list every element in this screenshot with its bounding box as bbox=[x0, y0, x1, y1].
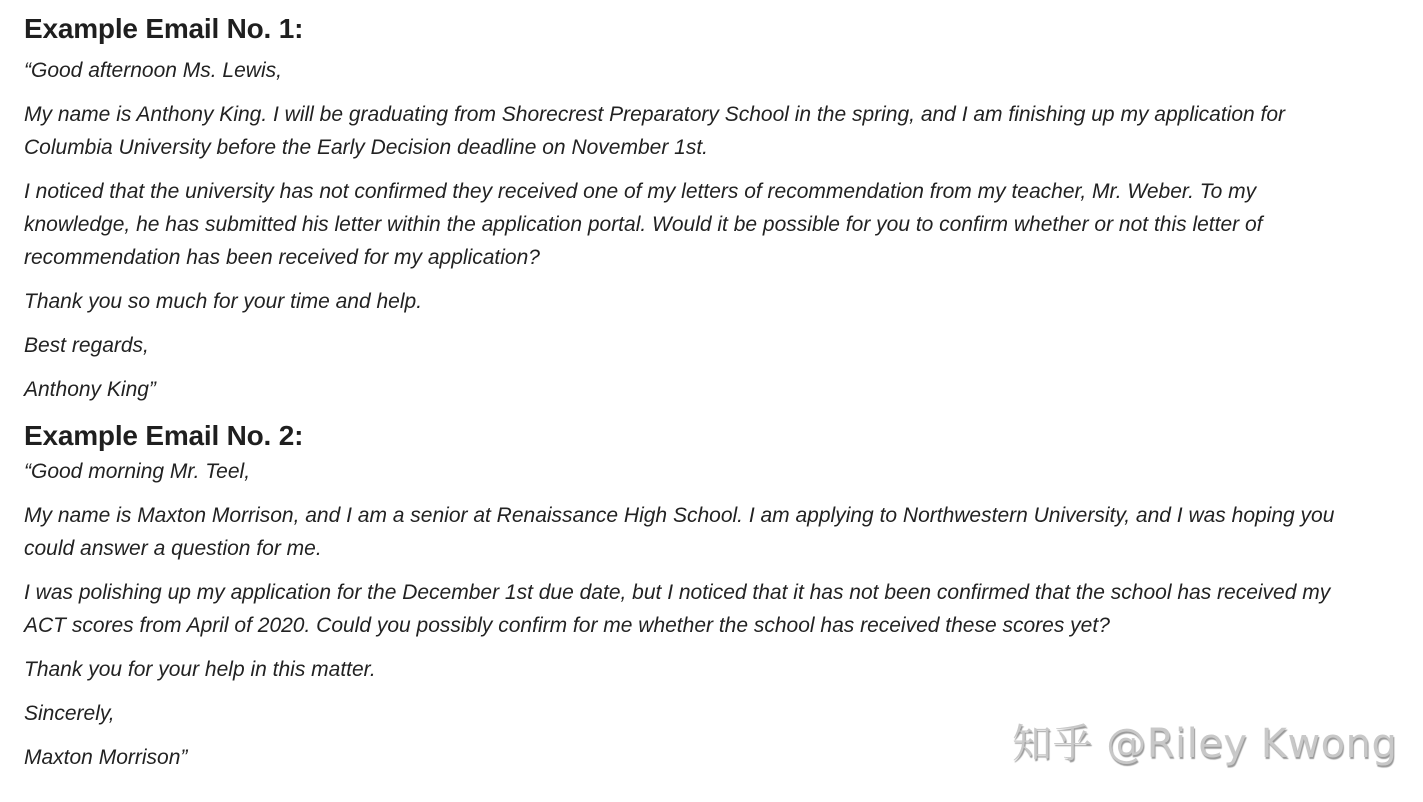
email-paragraph bbox=[24, 576, 1414, 642]
paragraph-line: My name is Maxton Morrison, and I am a senior at Renaissance High School. I am applying to Northwestern University, and I was hoping you bbox=[24, 504, 1335, 527]
paragraph-line: ACT scores from April of 2020. Could you possibly confirm for me whether the school has received these scores yet? bbox=[24, 614, 1110, 637]
email-paragraph bbox=[24, 54, 1414, 87]
paragraph-line: Columbia University before the Early Decision deadline on November 1st. bbox=[24, 136, 708, 159]
paragraph-line: Anthony King” bbox=[24, 378, 156, 401]
paragraph-line: My name is Anthony King. I will be graduating from Shorecrest Preparatory School in the spring, and I am finishing up my application for bbox=[24, 103, 1286, 126]
paragraph-line: Maxton Morrison” bbox=[24, 746, 188, 769]
document bbox=[24, 10, 1414, 785]
email-paragraph bbox=[24, 373, 1414, 406]
paragraph-line: knowledge, he has submitted his letter within the application portal. Would it be possible for you to confirm whether or not this letter of bbox=[24, 213, 1263, 236]
paragraph-line: Thank you so much for your time and help. bbox=[24, 290, 423, 313]
paragraph-line: I was polishing up my application for the December 1st due date, but I noticed that it has not been confirmed that the school has received my bbox=[24, 581, 1331, 604]
email-paragraph bbox=[24, 175, 1414, 274]
watermark: 知乎 @Riley Kwong bbox=[1012, 721, 1398, 767]
email-paragraph bbox=[24, 499, 1414, 565]
email-paragraph bbox=[24, 329, 1414, 362]
paragraph-line: recommendation has been received for my application? bbox=[24, 246, 540, 269]
paragraph-line: “Good morning Mr. Teel, bbox=[24, 460, 251, 483]
email-paragraph bbox=[24, 98, 1414, 164]
example-email-1 bbox=[24, 10, 1414, 406]
paragraph-line: I noticed that the university has not confirmed they received one of my letters of recommendation from my teacher, Mr. Weber. To my bbox=[24, 180, 1257, 203]
email-paragraph bbox=[24, 455, 1414, 488]
paragraph-line: could answer a question for me. bbox=[24, 537, 322, 560]
paragraph-line: Thank you for your help in this matter. bbox=[24, 658, 376, 681]
email-paragraph bbox=[24, 653, 1414, 686]
paragraph-line: “Good afternoon Ms. Lewis, bbox=[24, 59, 282, 82]
email-heading: Example Email No. 2: bbox=[24, 420, 304, 451]
paragraph-line: Sincerely, bbox=[24, 702, 115, 725]
email-paragraph bbox=[24, 285, 1414, 318]
email-heading: Example Email No. 1: bbox=[24, 13, 304, 44]
paragraph-line: Best regards, bbox=[24, 334, 149, 357]
